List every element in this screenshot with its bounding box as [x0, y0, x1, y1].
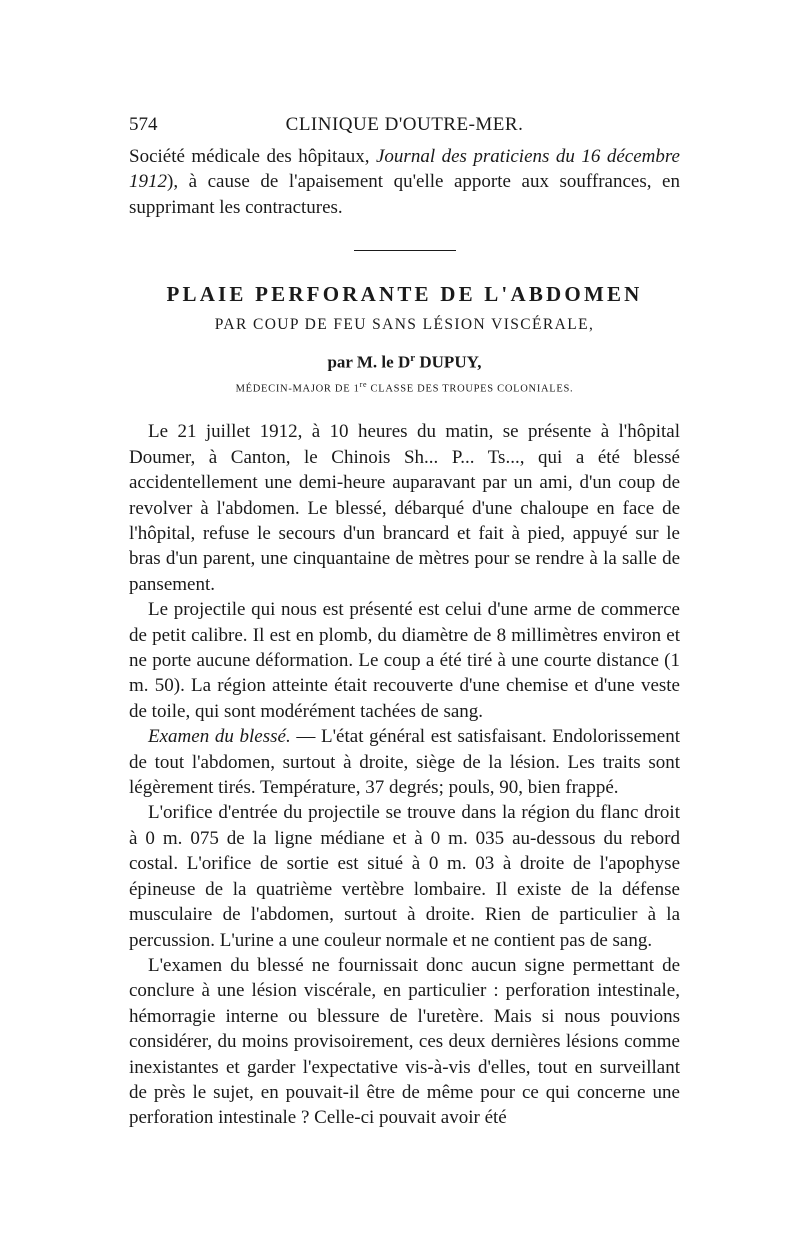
page-header [129, 110, 680, 144]
journal-citation: Journal des praticiens du 16 décembre 1912 [129, 146, 680, 193]
rank-prefix: MÉDECIN-MAJOR DE 1 [235, 383, 360, 395]
running-title: CLINIQUE D'OUTRE-MER. [285, 114, 524, 135]
author-rank [129, 377, 680, 397]
author-title-sup: r [410, 352, 416, 365]
paragraph-5: L'examen du blessé ne fournissait donc aucun signe permettant de conclure à une lésion viscérale, en particulier : perforation intestinale, hémorragie interne ou blessure de l'uretère. Mais si nous pouvions considérer, du moins provisoirement, ces deux dernières lésions comme inexistantes et garder l'expectative vis-à-vis d'elles, tout en surveillant de près le sujet, en pouvait-il être de même pour ce qui concerne une perforation intestinale ? Celle-ci pouvait avoir été [129, 954, 680, 1129]
section-divider [354, 250, 456, 251]
paragraph-3-text: — L'état général est satisfaisant. Endolorissement de tout l'abdomen, surtout à droite, siège de la lésion. Les traits sont légèrement tirés. Température, 37 degrés; pouls, 90, bien frappé. [129, 726, 680, 799]
article-title: PLAIE PERFORANTE DE L'ABDOMEN [166, 282, 643, 307]
intro-text-end: ), à cause de l'apaisement qu'elle apporte aux souffrances, en supprimant les contractures. [129, 171, 680, 218]
article-author [129, 347, 680, 374]
page [129, 110, 680, 1131]
article-body [129, 419, 680, 1130]
paragraph-2: Le projectile qui nous est présenté est celui d'une arme de commerce de petit calibre. Il est en plomb, du diamètre de 8 millimètres environ et ne porte aucune déformation. Le coup a été tiré à une courte distance (1 m. 50). La région atteinte était recouverte d'une chemise et d'une veste de toile, qui sont modérément tachées de sang. [129, 599, 680, 722]
intro-text-start: Société médicale des hôpitaux, [129, 146, 376, 167]
exam-heading: Examen du blessé. [148, 726, 291, 748]
paragraph-4: L'orifice d'entrée du projectile se trouve dans la région du flanc droit à 0 m. 075 de la ligne médiane et à 0 m. 035 au-dessous du rebord costal. L'orifice de sortie est situé à 0 m. 03 à droite de l'apophyse épineuse de la quatrième vertèbre lombaire. Il existe de la défense musculaire de l'abdomen, surtout à droite. Rien de particulier à la percussion. L'urine a une couleur normale et ne contient pas de sang. [129, 802, 680, 951]
author-prefix: par M. le D [327, 352, 411, 372]
paragraph-3 [129, 724, 680, 800]
author-name: DUPUY, [415, 352, 482, 372]
article-subtitle: PAR COUP DE FEU SANS LÉSION VISCÉRALE, [214, 316, 595, 334]
rank-sup: re [359, 379, 368, 389]
paragraph-1: Le 21 juillet 1912, à 10 heures du matin, se présente à l'hôpital Doumer, à Canton, le Chinois Sh... P... Ts..., qui a été blessé accidentellement une demi-heure auparavant par un ami, d'un coup de revolver à l'abdomen. Le blessé, débarqué d'une chaloupe en face de l'hôpital, refuse le secours d'un brancard et fait à pied, appuyé sur le bras d'un parent, une cinquantaine de mètres pour se rendre à la salle de pansement. [129, 421, 680, 595]
intro-paragraph [129, 144, 680, 220]
rank-suffix: CLASSE DES TROUPES COLONIALES. [367, 383, 574, 395]
page-number: 574 [129, 114, 158, 135]
